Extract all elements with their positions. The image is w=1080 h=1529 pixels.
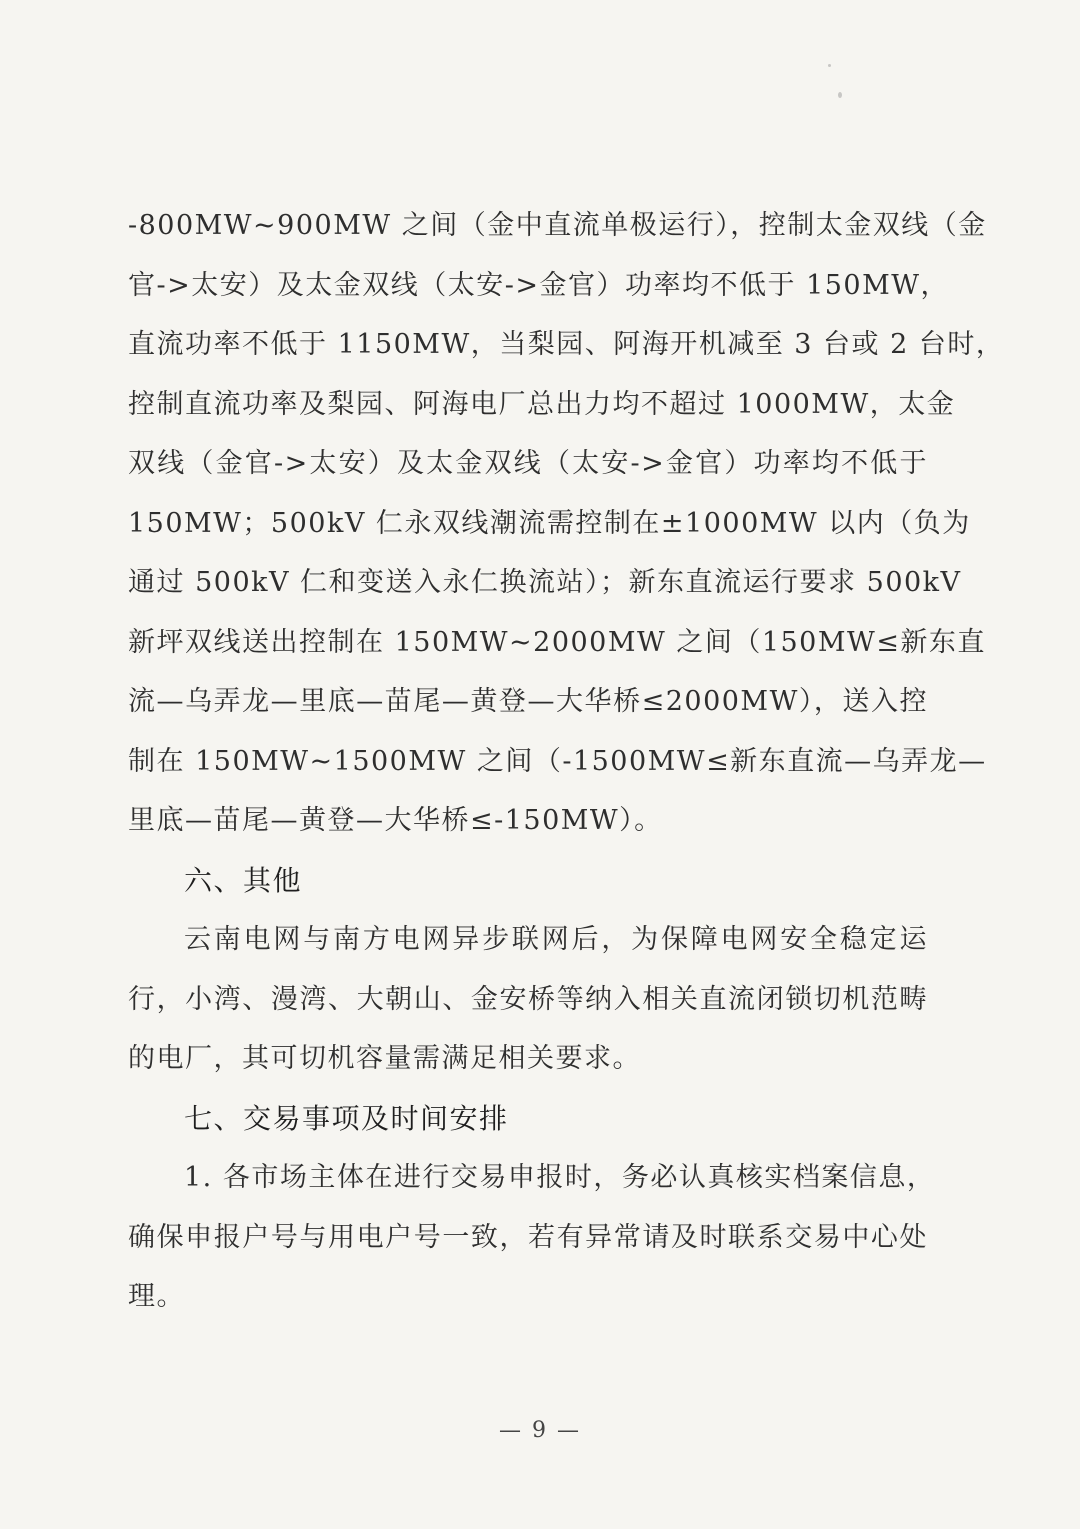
paragraph-line: 官->太安）及太金双线（太安->金官）功率均不低于 150MW， <box>128 269 950 301</box>
section-heading-other: 六、其他 <box>184 863 303 897</box>
paragraph-line: 里底—苗尾—黄登—大华桥≤-150MW）。 <box>128 805 663 836</box>
paragraph-line: -800MW~900MW 之间（金中直流单极运行），控制太金双线（金 <box>128 210 987 241</box>
paragraph-line: 的电厂，其可切机容量需满足相关要求。 <box>128 1043 641 1074</box>
paragraph-line: 150MW；500kV 仁永双线潮流需控制在±1000MW 以内（负为 <box>128 507 971 539</box>
section-heading-trading-schedule: 七、交易事项及时间安排 <box>184 1101 509 1135</box>
paragraph-line: 新坪双线送出控制在 150MW~2000MW 之间（150MW≤新东直 <box>128 626 986 658</box>
paragraph-line: 云南电网与南方电网异步联网后，为保障电网安全稳定运 <box>184 924 928 955</box>
paragraph-line: 流—乌弄龙—里底—苗尾—黄登—大华桥≤2000MW），送入控 <box>128 686 928 717</box>
paragraph-line: 直流功率不低于 1150MW，当梨园、阿海开机减至 3 台或 2 台时， <box>128 329 1005 360</box>
paragraph-line: 双线（金官->太安）及太金双线（太安->金官）功率均不低于 <box>128 448 928 479</box>
paragraph-line: 1. 各市场主体在进行交易申报时，务必认真核实档案信息， <box>184 1162 936 1193</box>
paragraph-line: 确保申报户号与用电户号一致，若有异常请及时联系交易中心处 <box>128 1221 928 1253</box>
scan-speck <box>828 64 831 67</box>
paragraph-line: 制在 150MW~1500MW 之间（-1500MW≤新东直流—乌弄龙— <box>128 745 987 777</box>
paragraph-line: 控制直流功率及梨园、阿海电厂总出力均不超过 1000MW，太金 <box>128 388 956 420</box>
paragraph-line: 理。 <box>128 1281 185 1312</box>
paragraph-line: 通过 500kV 仁和变送入永仁换流站）；新东直流运行要求 500kV <box>128 567 962 598</box>
paragraph-line: 行，小湾、漫湾、大朝山、金安桥等纳入相关直流闭锁切机范畴 <box>128 983 928 1015</box>
page-number: — 9 — <box>499 1418 581 1443</box>
scan-speck <box>838 92 842 98</box>
document-body <box>128 196 1005 1327</box>
